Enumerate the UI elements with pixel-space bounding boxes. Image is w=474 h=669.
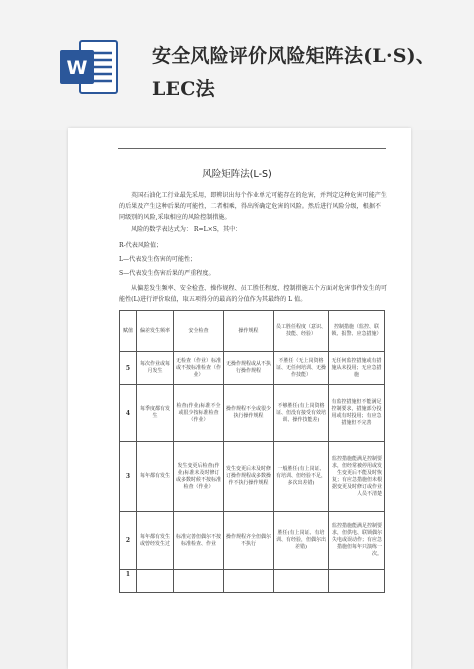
table-cell: 不够胜任(有上岗资格证、但没有接受有效培训、操作技能差) xyxy=(274,385,329,442)
evaluation-paragraph: 从偏差发生频率、安全检查、操作规程、员工胜任程度、控制措施五个方面对危害事件发生的可能性(L)进行评价取值，取五项得分的最高的分值作为其最终的 L 值。 xyxy=(119,285,387,303)
table-cell: 有监控措施但不能满足控制要求，措施部分投用或有时投用；有应急措施但不完善 xyxy=(329,385,385,442)
table-header-cell: 赋值 xyxy=(120,311,137,352)
table-cell: 胜任(有上岗证、有培训、有经验，但偶尔出差错) xyxy=(274,512,329,570)
table-row xyxy=(120,570,385,593)
table-cell: 操作规程齐全但偶尔不执行 xyxy=(224,512,274,570)
word-document-icon xyxy=(58,38,120,96)
document-heading: 风险矩阵法(L-S) xyxy=(202,169,272,180)
table-cell: 每次作业或每月发生 xyxy=(137,352,174,385)
table-cell: 标准完善但偶尔不按标准检查、作业 xyxy=(174,512,224,570)
table-row xyxy=(120,442,385,512)
table-cell xyxy=(329,570,385,593)
table-cell: 不胜任（无上岗资格证、无任何培训、无操作技能） xyxy=(274,352,329,385)
table-header-cell: 安全检查 xyxy=(174,311,224,352)
level-cell: 5 xyxy=(120,352,137,385)
page-title: 安全风险评价风险矩阵法(L·S)、LEC法 xyxy=(152,45,436,100)
table-cell: 发生变更后检查(作业)标准未及时修订或多数时候不按标准检查（作业） xyxy=(174,442,224,512)
table-cell: 一般胜任(有上岗证、有培训、但经验不足，多次出差错) xyxy=(274,442,329,512)
table-cell xyxy=(224,570,274,593)
l-definition: L—代表发生伤害的可能性； xyxy=(119,256,197,263)
s-definition: S—代表发生伤害后果的严重程度。 xyxy=(119,270,215,277)
table-cell xyxy=(137,570,174,593)
table-cell: 每年都有发生 xyxy=(137,442,174,512)
level-cell: 4 xyxy=(120,385,137,442)
formula-paragraph: 风险的数学表达式为： R=L×S，其中： xyxy=(131,226,242,233)
table-row xyxy=(120,352,385,385)
table-row xyxy=(120,385,385,442)
table-cell: 操作规程不全或很少执行操作规程 xyxy=(224,385,274,442)
level-cell: 3 xyxy=(120,442,137,512)
table-cell: 无任何监控措施或有措施从未投用；无应急措施 xyxy=(329,352,385,385)
svg-text:W: W xyxy=(66,57,88,79)
level-cell: 1 xyxy=(120,570,137,593)
table-cell: 无操作规程或从不执行操作规程 xyxy=(224,352,274,385)
table-header-cell: 控制措施（监控、联锁、报警、应急措施） xyxy=(329,311,385,352)
likelihood-table xyxy=(119,310,385,593)
table-cell xyxy=(274,570,329,593)
table-row xyxy=(120,512,385,570)
table-cell: 检查(作业)标准不全或很少按标准检查（作业） xyxy=(174,385,224,442)
level-cell: 2 xyxy=(120,512,137,570)
table-cell: 发生变更后未及时修订操作规程或多数操作不执行操作规程 xyxy=(224,442,274,512)
header-rule xyxy=(118,148,386,149)
intro-paragraph: 英国石油化工行业最先采用，即辨识出每个作业单元可能存在的危害，并判定这种危害可能产生的后果及产生这种后果的可能性，二者相乘，得出所确定危害的风险。然后进行风险分级，根据不同级别的风险,采取相应的风险控制措施。 xyxy=(119,192,387,221)
table-cell: 监控措施能满足控制要求，但经常被停用或发生变更后不能及时恢复；有应急措施但未根据变更及时修订或作业人员不清楚 xyxy=(329,442,385,512)
table-cell: 每季度都有发生 xyxy=(137,385,174,442)
header-banner xyxy=(0,0,474,130)
table-cell xyxy=(174,570,224,593)
table-header-cell: 偏差发生频率 xyxy=(137,311,174,352)
table-cell: 无检查（作业）标准或不按标准检查（作业） xyxy=(174,352,224,385)
table-header-cell: 员工胜任程度（意识、技能、经验） xyxy=(274,311,329,352)
table-header-row xyxy=(120,311,385,352)
table-header-cell: 操作规程 xyxy=(224,311,274,352)
table-cell: 每年都有发生或曾经发生过 xyxy=(137,512,174,570)
table-cell: 监控措施能满足控制要求，但供电、联锁偶尔失电或误动作；有应急措施但每年只演练一次。 xyxy=(329,512,385,570)
r-definition: R-代表风险值； xyxy=(119,242,163,249)
